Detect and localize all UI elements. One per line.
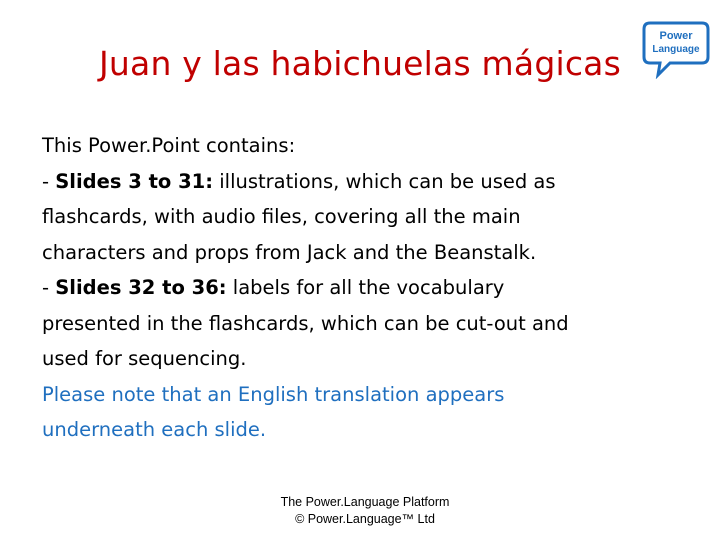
footer-line1: The Power.Language Platform (280, 495, 450, 509)
intro-line: This Power.Point contains: (42, 134, 296, 157)
item2-text1: labels for all the vocabulary (226, 276, 505, 299)
item1-line3: characters and props from Jack and the Beanstalk. (42, 240, 537, 264)
footer (0, 494, 720, 528)
item1-dash: - (42, 169, 56, 193)
item1-line2: flashcards, with audio files, covering all the main (42, 205, 521, 228)
power-language-logo-icon (640, 19, 720, 79)
logo-text-line1: Power (659, 30, 693, 42)
content-body (42, 128, 682, 448)
item1-line1 (42, 164, 682, 200)
item2-line3: used for sequencing. (42, 347, 247, 370)
item1-bold: Slides 3 to 31: (55, 169, 214, 193)
item2-bold: Slides 32 to 36: (55, 276, 227, 299)
item2-line1 (42, 270, 682, 306)
item2-dash: - (42, 276, 56, 299)
note-line1: Please note that an English translation appears (42, 382, 505, 406)
item2-line2: presented in the flashcards, which can be cut-out and (42, 311, 569, 335)
footer-line2: © Power.Language™ Ltd (295, 512, 435, 526)
logo-text-line2: Language (652, 44, 700, 55)
note-line2: underneath each slide. (42, 418, 267, 441)
slide-title: Juan y las habichuelas mágicas (98, 44, 621, 83)
item1-text1: illustrations, which can be used as (213, 169, 556, 193)
